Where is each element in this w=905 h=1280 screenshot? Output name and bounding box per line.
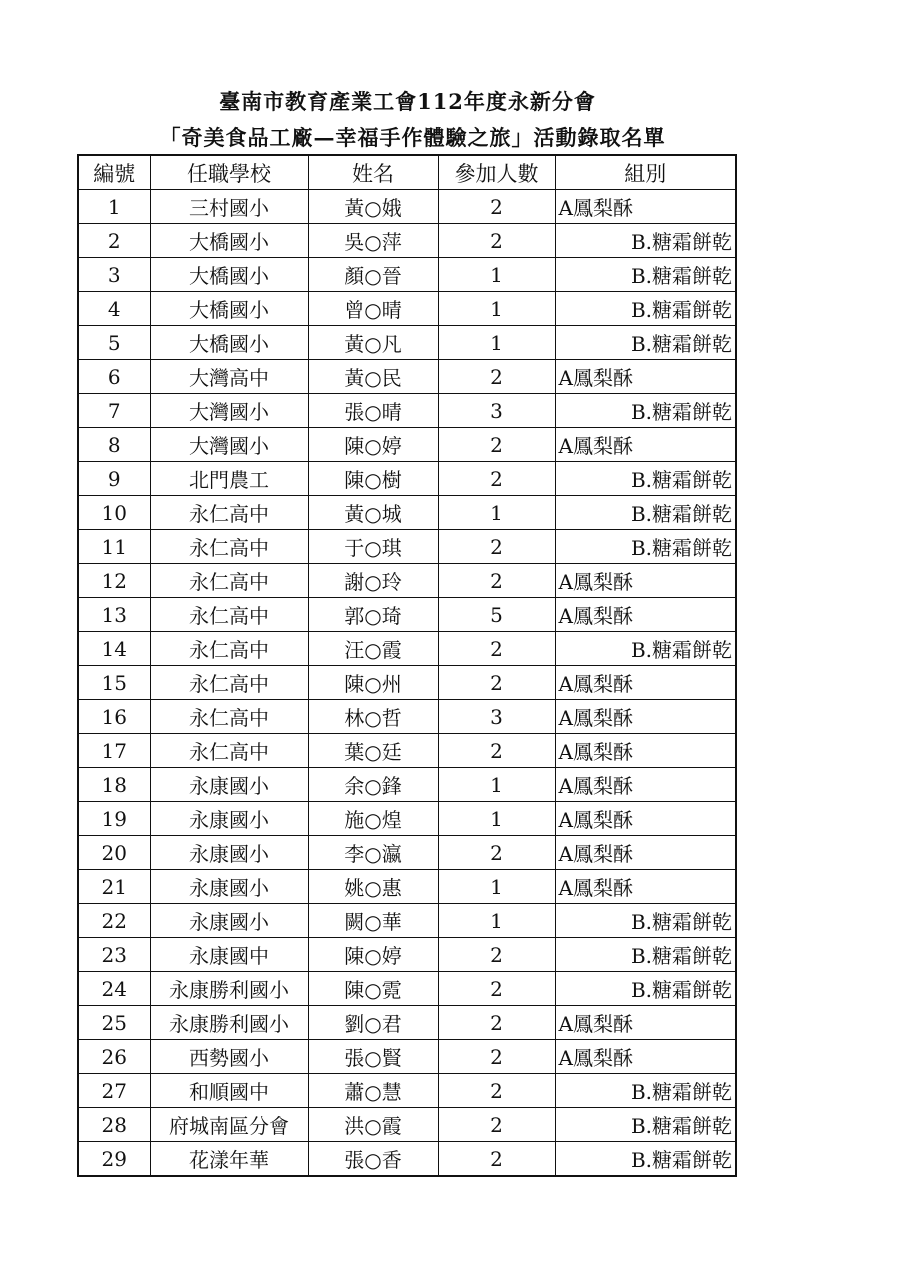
cell-school: 大灣國小 [150,394,308,428]
table-row [78,394,736,428]
document-title: 臺南市教育產業工會112年度永新分會 [219,89,596,114]
cell-no: 22 [78,904,150,938]
cell-count: 1 [438,292,555,326]
table-row [78,768,736,802]
cell-name: 姚○惠 [308,870,438,904]
cell-count: 2 [438,972,555,1006]
cell-name: 闕○華 [308,904,438,938]
cell-no: 28 [78,1108,150,1142]
cell-name: 郭○琦 [308,598,438,632]
header-group: 組別 [555,155,736,190]
cell-count: 1 [438,870,555,904]
cell-school: 永仁高中 [150,734,308,768]
cell-school: 永康國小 [150,836,308,870]
cell-name: 黃○民 [308,360,438,394]
table-row [78,1108,736,1142]
cell-count: 3 [438,394,555,428]
cell-count: 2 [438,530,555,564]
cell-group: A鳳梨酥 [555,190,736,224]
cell-no: 20 [78,836,150,870]
header-school: 任職學校 [150,155,308,190]
cell-no: 24 [78,972,150,1006]
cell-group: A鳳梨酥 [555,870,736,904]
admission-table [77,154,737,1177]
cell-school: 府城南區分會 [150,1108,308,1142]
cell-name: 林○哲 [308,700,438,734]
cell-school: 大橋國小 [150,292,308,326]
cell-school: 永康國小 [150,802,308,836]
table-row [78,802,736,836]
table-row [78,258,736,292]
table-row [78,870,736,904]
cell-name: 顏○晉 [308,258,438,292]
cell-group: B.糖霜餅乾 [555,530,736,564]
cell-count: 2 [438,1006,555,1040]
header-name: 姓名 [308,155,438,190]
cell-no: 9 [78,462,150,496]
cell-group: B.糖霜餅乾 [555,904,736,938]
header-row [78,155,736,190]
cell-no: 7 [78,394,150,428]
cell-school: 永康國小 [150,870,308,904]
cell-group: B.糖霜餅乾 [555,258,736,292]
cell-no: 27 [78,1074,150,1108]
cell-count: 2 [438,224,555,258]
cell-group: B.糖霜餅乾 [555,972,736,1006]
cell-school: 永仁高中 [150,496,308,530]
table-row [78,632,736,666]
cell-school: 三村國小 [150,190,308,224]
cell-name: 黃○城 [308,496,438,530]
cell-school: 大灣國小 [150,428,308,462]
cell-count: 1 [438,802,555,836]
cell-count: 2 [438,564,555,598]
cell-no: 12 [78,564,150,598]
cell-school: 永仁高中 [150,564,308,598]
cell-no: 29 [78,1142,150,1177]
cell-no: 1 [78,190,150,224]
cell-no: 17 [78,734,150,768]
cell-count: 2 [438,836,555,870]
cell-school: 大橋國小 [150,258,308,292]
cell-school: 花漾年華 [150,1142,308,1177]
cell-name: 劉○君 [308,1006,438,1040]
cell-school: 永仁高中 [150,632,308,666]
cell-group: B.糖霜餅乾 [555,1142,736,1177]
cell-count: 2 [438,428,555,462]
cell-count: 5 [438,598,555,632]
cell-school: 永康國小 [150,768,308,802]
cell-group: B.糖霜餅乾 [555,394,736,428]
cell-count: 1 [438,326,555,360]
cell-group: A鳳梨酥 [555,1040,736,1074]
cell-name: 李○瀛 [308,836,438,870]
cell-count: 2 [438,1108,555,1142]
cell-group: B.糖霜餅乾 [555,938,736,972]
table-row [78,428,736,462]
table-row [78,598,736,632]
cell-group: B.糖霜餅乾 [555,496,736,530]
cell-no: 5 [78,326,150,360]
cell-group: A鳳梨酥 [555,360,736,394]
cell-name: 謝○玲 [308,564,438,598]
cell-no: 15 [78,666,150,700]
cell-no: 13 [78,598,150,632]
cell-no: 26 [78,1040,150,1074]
cell-count: 1 [438,904,555,938]
cell-name: 余○鋒 [308,768,438,802]
cell-group: A鳳梨酥 [555,802,736,836]
table-row [78,904,736,938]
cell-group: A鳳梨酥 [555,666,736,700]
header-count: 參加人數 [438,155,555,190]
cell-name: 張○香 [308,1142,438,1177]
table-row [78,938,736,972]
cell-name: 吳○萍 [308,224,438,258]
table-row [78,734,736,768]
cell-name: 曾○晴 [308,292,438,326]
cell-count: 1 [438,496,555,530]
cell-count: 2 [438,360,555,394]
cell-school: 和順國中 [150,1074,308,1108]
cell-count: 2 [438,666,555,700]
cell-name: 張○晴 [308,394,438,428]
cell-no: 2 [78,224,150,258]
cell-count: 2 [438,1040,555,1074]
table-row [78,972,736,1006]
cell-name: 于○琪 [308,530,438,564]
table-row [78,1074,736,1108]
cell-name: 洪○霞 [308,1108,438,1142]
cell-no: 6 [78,360,150,394]
cell-name: 陳○霓 [308,972,438,1006]
table-row [78,190,736,224]
cell-count: 2 [438,938,555,972]
cell-name: 陳○州 [308,666,438,700]
table-row [78,530,736,564]
table-row [78,496,736,530]
cell-count: 2 [438,462,555,496]
cell-group: B.糖霜餅乾 [555,632,736,666]
table-row [78,360,736,394]
table-row [78,1142,736,1177]
cell-name: 蕭○慧 [308,1074,438,1108]
table-row [78,292,736,326]
cell-no: 19 [78,802,150,836]
cell-school: 永康國小 [150,904,308,938]
cell-school: 北門農工 [150,462,308,496]
cell-name: 張○賢 [308,1040,438,1074]
cell-count: 2 [438,632,555,666]
cell-count: 3 [438,700,555,734]
cell-school: 永仁高中 [150,700,308,734]
cell-group: A鳳梨酥 [555,428,736,462]
table-row [78,700,736,734]
cell-name: 陳○婷 [308,938,438,972]
cell-group: A鳳梨酥 [555,734,736,768]
cell-school: 永康國中 [150,938,308,972]
cell-school: 大灣高中 [150,360,308,394]
cell-school: 永康勝利國小 [150,1006,308,1040]
cell-group: B.糖霜餅乾 [555,1108,736,1142]
cell-group: B.糖霜餅乾 [555,462,736,496]
cell-name: 陳○樹 [308,462,438,496]
cell-count: 2 [438,734,555,768]
table-row [78,462,736,496]
cell-no: 3 [78,258,150,292]
cell-no: 16 [78,700,150,734]
cell-count: 1 [438,768,555,802]
cell-name: 黃○凡 [308,326,438,360]
table-row [78,1006,736,1040]
cell-name: 施○煌 [308,802,438,836]
cell-no: 23 [78,938,150,972]
cell-group: A鳳梨酥 [555,598,736,632]
table-row [78,1040,736,1074]
cell-no: 8 [78,428,150,462]
cell-name: 黃○娥 [308,190,438,224]
document-subtitle: 「奇美食品工廠—幸福手作體驗之旅」活動錄取名單 [159,125,666,150]
cell-group: B.糖霜餅乾 [555,292,736,326]
cell-group: A鳳梨酥 [555,836,736,870]
cell-school: 永康勝利國小 [150,972,308,1006]
table-row [78,836,736,870]
cell-school: 西勢國小 [150,1040,308,1074]
cell-name: 葉○廷 [308,734,438,768]
cell-name: 汪○霞 [308,632,438,666]
cell-name: 陳○婷 [308,428,438,462]
cell-no: 14 [78,632,150,666]
cell-no: 25 [78,1006,150,1040]
cell-no: 18 [78,768,150,802]
cell-no: 11 [78,530,150,564]
cell-count: 2 [438,1142,555,1177]
cell-group: B.糖霜餅乾 [555,224,736,258]
table-row [78,326,736,360]
cell-no: 10 [78,496,150,530]
cell-group: A鳳梨酥 [555,700,736,734]
cell-group: A鳳梨酥 [555,1006,736,1040]
cell-count: 2 [438,1074,555,1108]
table-row [78,224,736,258]
cell-group: B.糖霜餅乾 [555,326,736,360]
cell-school: 永仁高中 [150,666,308,700]
cell-no: 21 [78,870,150,904]
cell-school: 大橋國小 [150,326,308,360]
cell-count: 2 [438,190,555,224]
cell-group: A鳳梨酥 [555,768,736,802]
cell-school: 大橋國小 [150,224,308,258]
header-no: 編號 [78,155,150,190]
table-row [78,564,736,598]
cell-school: 永仁高中 [150,598,308,632]
cell-group: A鳳梨酥 [555,564,736,598]
table-row [78,666,736,700]
cell-school: 永仁高中 [150,530,308,564]
cell-count: 1 [438,258,555,292]
cell-no: 4 [78,292,150,326]
cell-group: B.糖霜餅乾 [555,1074,736,1108]
